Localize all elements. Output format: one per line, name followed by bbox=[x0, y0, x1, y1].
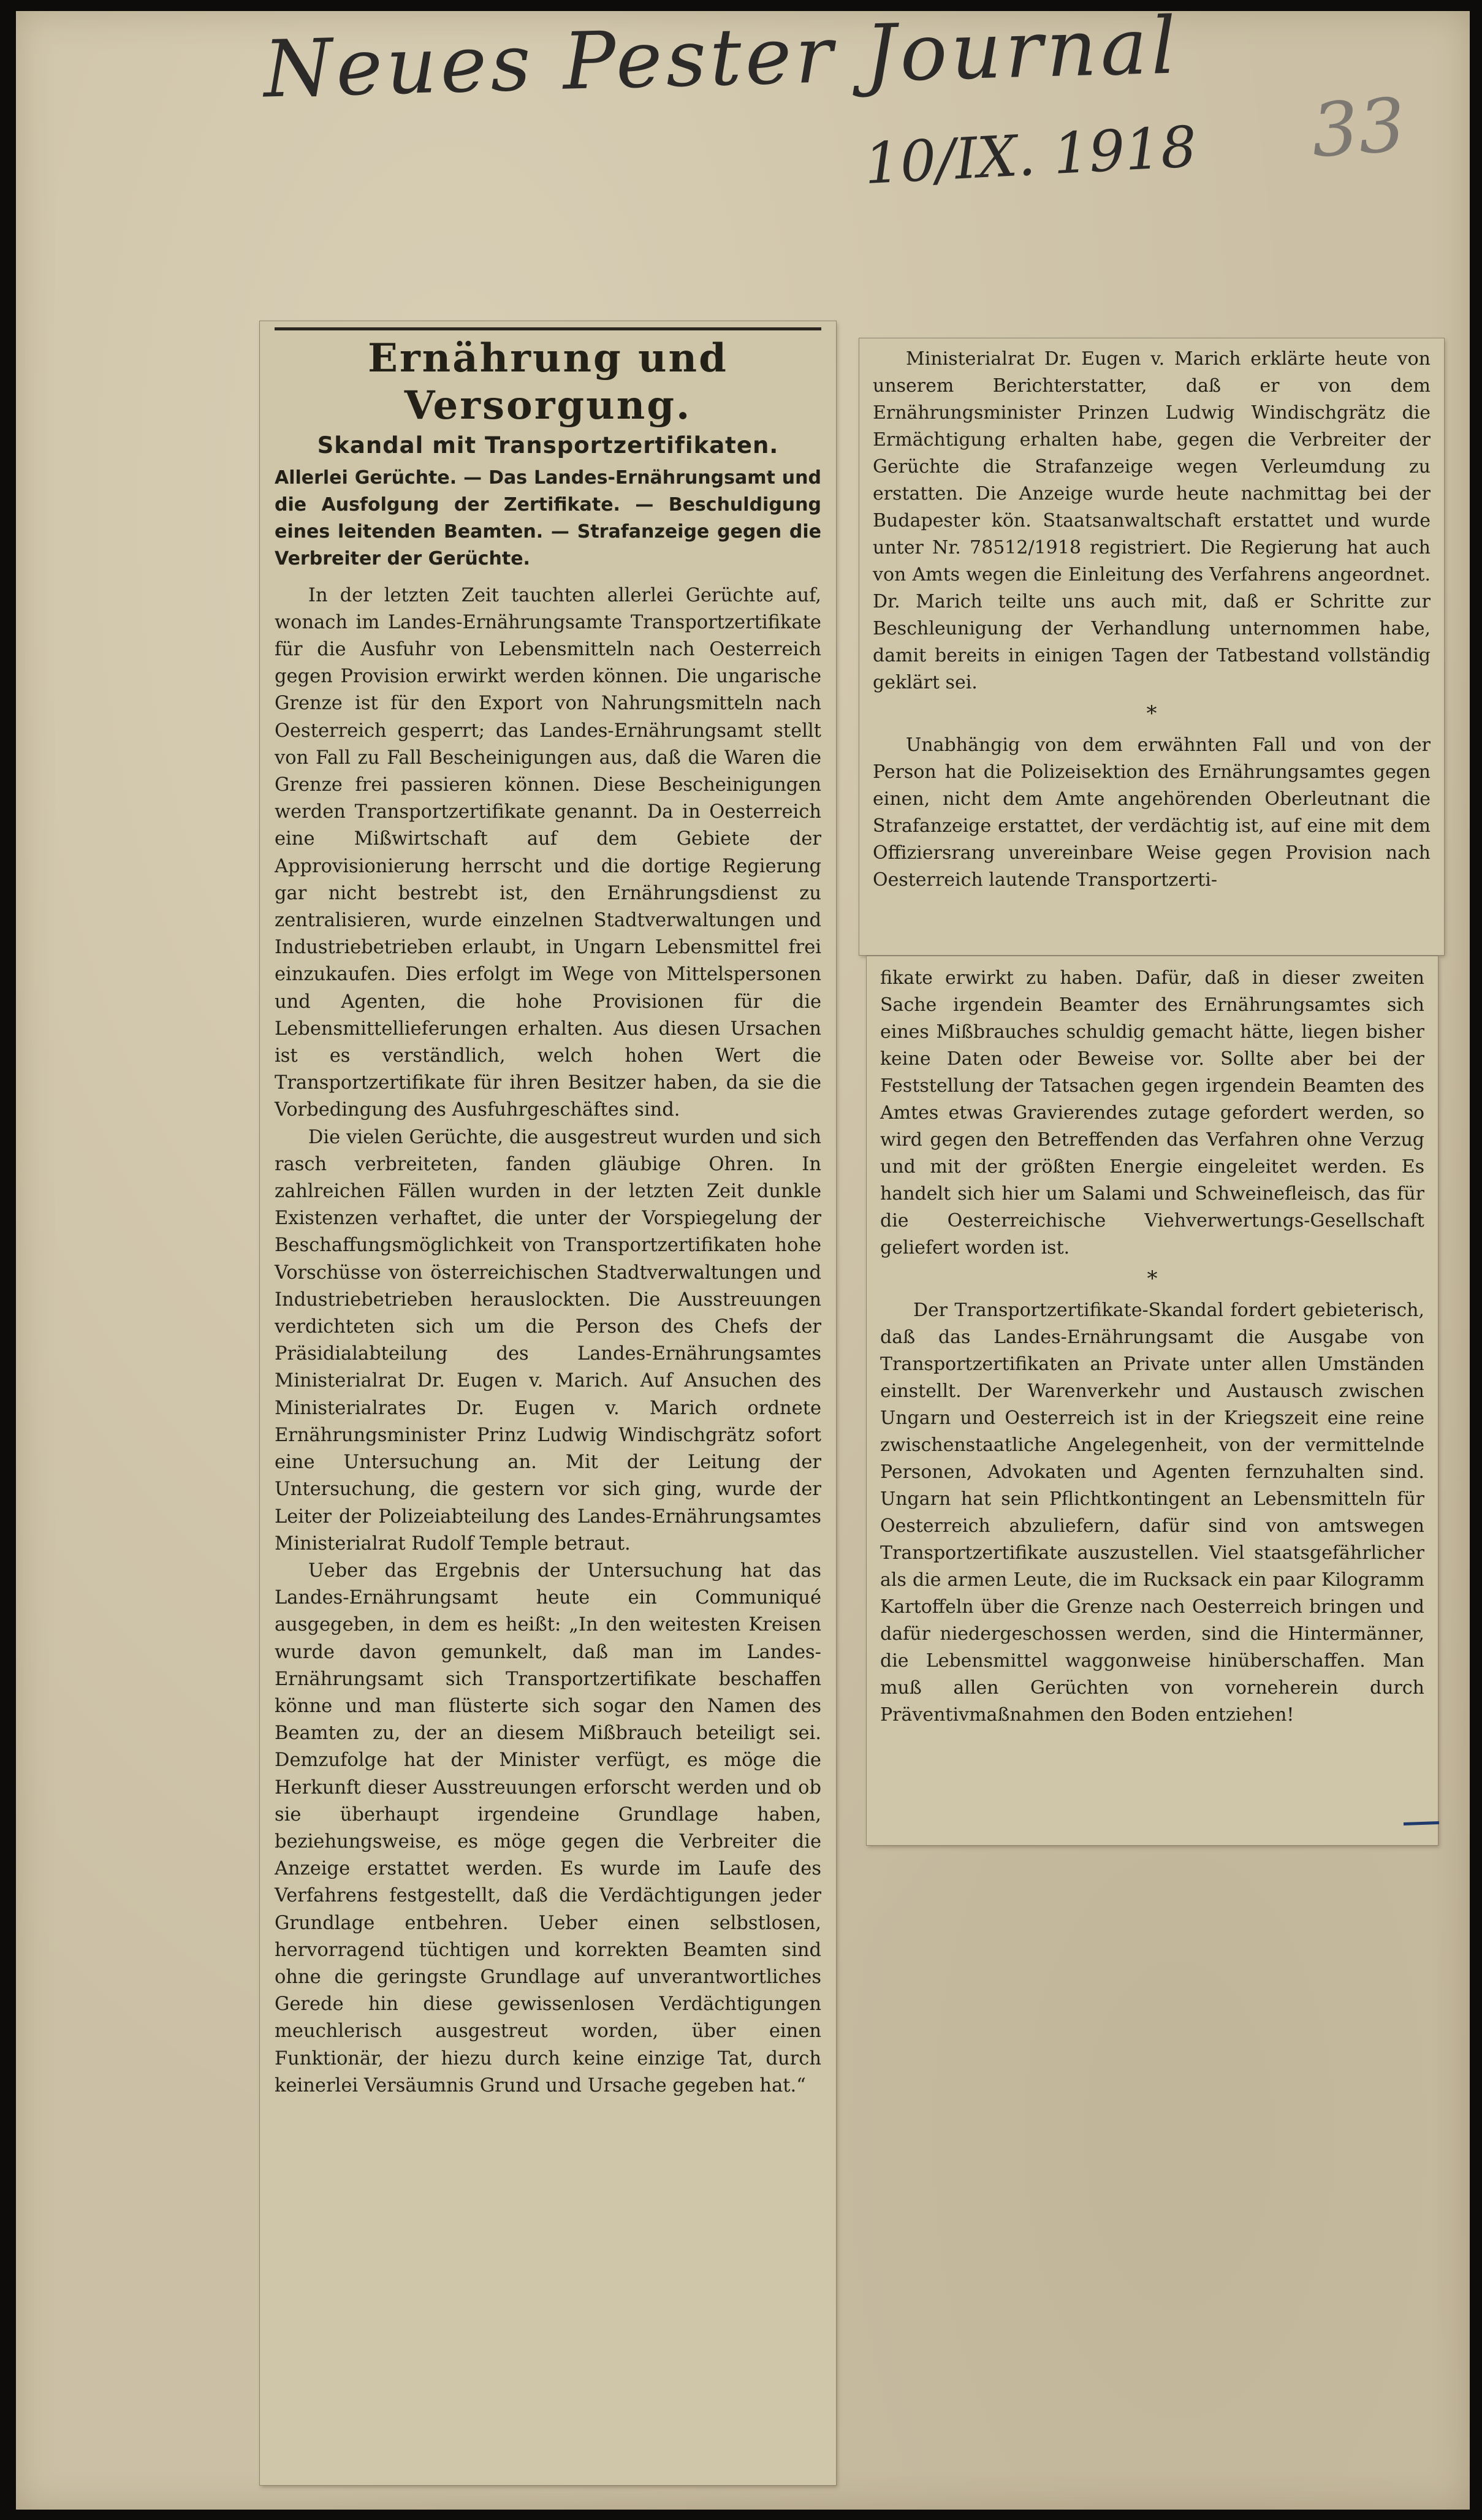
article-paragraph: Unabhängig von dem erwähnten Fall und von der Person hat die Polizeisektion des Ernährungsamtes gegen einen, nicht dem Amte angehörenden Oberleutnant die Strafanzeige erstattet, der verdächtig ist, auf eine mit dem Offiziersrang unvereinbare Weise gegen Provision nach Oesterreich lautende Transportzerti- bbox=[873, 734, 1431, 891]
article-subhead: Skandal mit Transportzertifikaten. bbox=[317, 432, 779, 459]
handwritten-newspaper-name: Neues Pester Journal bbox=[262, 0, 1181, 116]
article-headline: Ernährung und Versorgung. bbox=[368, 335, 728, 428]
clipping-right-top bbox=[859, 338, 1444, 955]
handwritten-date: 10/IX. 1918 bbox=[862, 113, 1198, 197]
top-rule bbox=[275, 327, 821, 330]
article-paragraph: Ministerialrat Dr. Eugen v. Marich erklärte heute von unserem Berichterstatter, daß er von dem Ernährungsminister Prinzen Ludwig Windischgrätz die Ermächtigung erhalten habe, gegen die Verbreiter der Gerüchte die Strafanzeige wegen Verleumdung zu erstatten. Die Anzeige wurde heute nachmittag bei der Budapester kön. Staatsanwaltschaft erstattet und wurde unter Nr. 78512/1918 registriert. Die Regierung hat auch von Amts wegen die Einleitung des Verfahrens angeordnet. Dr. Marich teilte uns auch mit, daß er Schritte zur Beschleunigung der Verhandlung unternommen habe, damit bereits in einigen Tagen der Tatbestand vollständig geklärt sei. bbox=[873, 348, 1431, 693]
article-paragraph: Ueber das Ergebnis der Untersuchung hat das Landes-Ernährungsamt heute ein Communiqué ausgegeben, in dem es heißt: „In den weitesten Kreisen wurde davon gemunkelt, daß man im Landes-Ernährungsamt sich Transportzertifikate beschaffen könne und man flüsterte sich sogar den Namen des Beamten zu, der an diesem Mißbrauch beteiligt sei. Demzufolge hat der Minister verfügt, es möge die Herkunft dieser Ausstreuungen erforscht werden und ob sie überhaupt irgendeine Grundlage haben, beziehungsweise, es möge gegen die Verbreiter die Anzeige erstattet werden. Es wurde im Laufe des Verfahrens festgestellt, daß die Verdächtigungen jeder Grundlage entbehren. Ueber einen selbstlosen, hervorragend tüchtigen und korrekten Beamten sind ohne die geringste Grundlage auf unverantwortliches Gerede hin diese gewissenlosen Verdächtigungen meuchlerisch ausgestreut worden, über einen Funktionär, der hiezu durch keine einzige Tat, durch keinerlei Versäumnis Grund und Ursache gegeben hat.“ bbox=[275, 1559, 821, 2096]
article-paragraph: Die vielen Gerüchte, die ausgestreut wurden und sich rasch verbreiteten, fanden gläubige Ohren. In zahlreichen Fällen wurden in der letzten Zeit dunkle Existenzen verhaftet, die unter der Vorspiegelung der Beschaffungsmöglichkeit von Transportzertifikaten hohe Vorschüsse von österreichischen Stadtverwaltungen und Industriebetrieben herauslockten. Die Ausstreuungen verdichteten sich um die Person des Chefs der Präsidialabteilung des Landes-Ernährungsamtes Ministerialrat Dr. Eugen v. Marich. Auf Ansuchen des Ministerialrates Dr. Eugen v. Marich ordnete Ernährungsminister Prinz Ludwig Windischgrätz sofort eine Untersuchung an. Mit der Leitung der Untersuchung, die gestern vor sich ging, wurde der Leiter der Polizeiabteilung des Landes-Ernährungsamtes Ministerialrat Rudolf Temple betraut. bbox=[275, 1126, 821, 1555]
article-paragraph: In der letzten Zeit tauchten allerlei Gerüchte auf, wonach im Landes-Ernährungsamte Transportzertifikate für die Ausfuhr von Lebensmitteln nach Oesterreich gegen Provision erwirkt werden können. Die ungarische Grenze ist für den Export von Nahrungsmitteln nach Oesterreich gesperrt; das Landes-Ernährungsamt stellt von Fall zu Fall Bescheinigungen aus, daß die Waren die Grenze frei passieren können. Diese Bescheinigungen werden Transportzertifikate genannt. Da in Oesterreich eine Mißwirtschaft auf dem Gebiete der Approvisionierung herrscht und die dortige Regierung gar nicht bestrebt ist, den Ernährungsdienst zu zentralisieren, wurde einzelnen Stadtverwaltungen und Industriebetrieben erlaubt, in Ungarn Lebensmittel frei einzukaufen. Dies erfolgt im Wege von Mittelspersonen und Agenten, die hohe Provisionen für die Lebensmittellieferungen erhalten. Aus diesen Ursachen ist es verständlich, welch hohen Wert die Transportzertifikate für ihren Besitzer haben, da sie die Vorbedingung des Ausfuhrgeschäftes sind. bbox=[275, 584, 821, 1121]
article-paragraph: fikate erwirkt zu haben. Dafür, daß in dieser zweiten Sache irgendein Beamter des Ernährungsamtes sich eines Mißbrauches schuldig gemacht hätte, liegen bisher keine Daten oder Beweise vor. Sollte aber bei der Feststellung der Tatsachen gegen irgendein Beamten des Amtes etwas Gravierendes zutage gefordert werden, so wird gegen den Betreffenden das Verfahren ohne Verzug und mit der größten Energie eingeleitet werden. Es handelt sich hier um Salami und Schweinefleisch, das für die Oesterreichische Viehverwertungs-Gesellschaft geliefert worden ist. bbox=[880, 967, 1424, 1258]
handwritten-annotation bbox=[0, 0, 1482, 257]
article-summary: Allerlei Gerüchte. — Das Landes-Ernährungsamt und die Ausfolgung der Zertifikate. — Beschuldigung eines leitenden Beamten. — Strafanzeige gegen die Verbreiter der Gerüchte. bbox=[275, 466, 821, 569]
clipping-right-continuation bbox=[867, 956, 1438, 1845]
section-separator: * bbox=[1147, 1266, 1158, 1291]
clipping-left-column bbox=[260, 321, 836, 2485]
handwritten-folio-number: 33 bbox=[1309, 82, 1408, 175]
article-paragraph: Der Transportzertifikate-Skandal fordert gebieterisch, daß das Landes-Ernährungsamt die Ausgabe von Transportzertifikaten an Private unter allen Umständen einstellt. Der Warenverkehr und Austausch zwischen Ungarn und Oesterreich ist in der Kriegszeit eine reine zwischenstaatliche Angelegenheit, von der vermittelnde Personen, Advokaten und Agenten fernzuhalten sind. Ungarn hat sein Pflichtkontingent an Lebensmitteln für Oesterreich abzuliefern, dafür sind von amtswegen Transportzertifikate auszustellen. Viel staatsgefährlicher als die armen Leute, die im Rucksack ein paar Kilogramm Kartoffeln über die Grenze nach Oesterreich bringen und dafür niedergeschossen werden, sind die Hintermänner, die Lebensmittel waggonweise hinüberschaffen. Man muß allen Gerüchten von vorneherein durch Präventivmaßnahmen den Boden entziehen! bbox=[880, 1300, 1424, 1726]
section-separator: * bbox=[1146, 701, 1157, 726]
